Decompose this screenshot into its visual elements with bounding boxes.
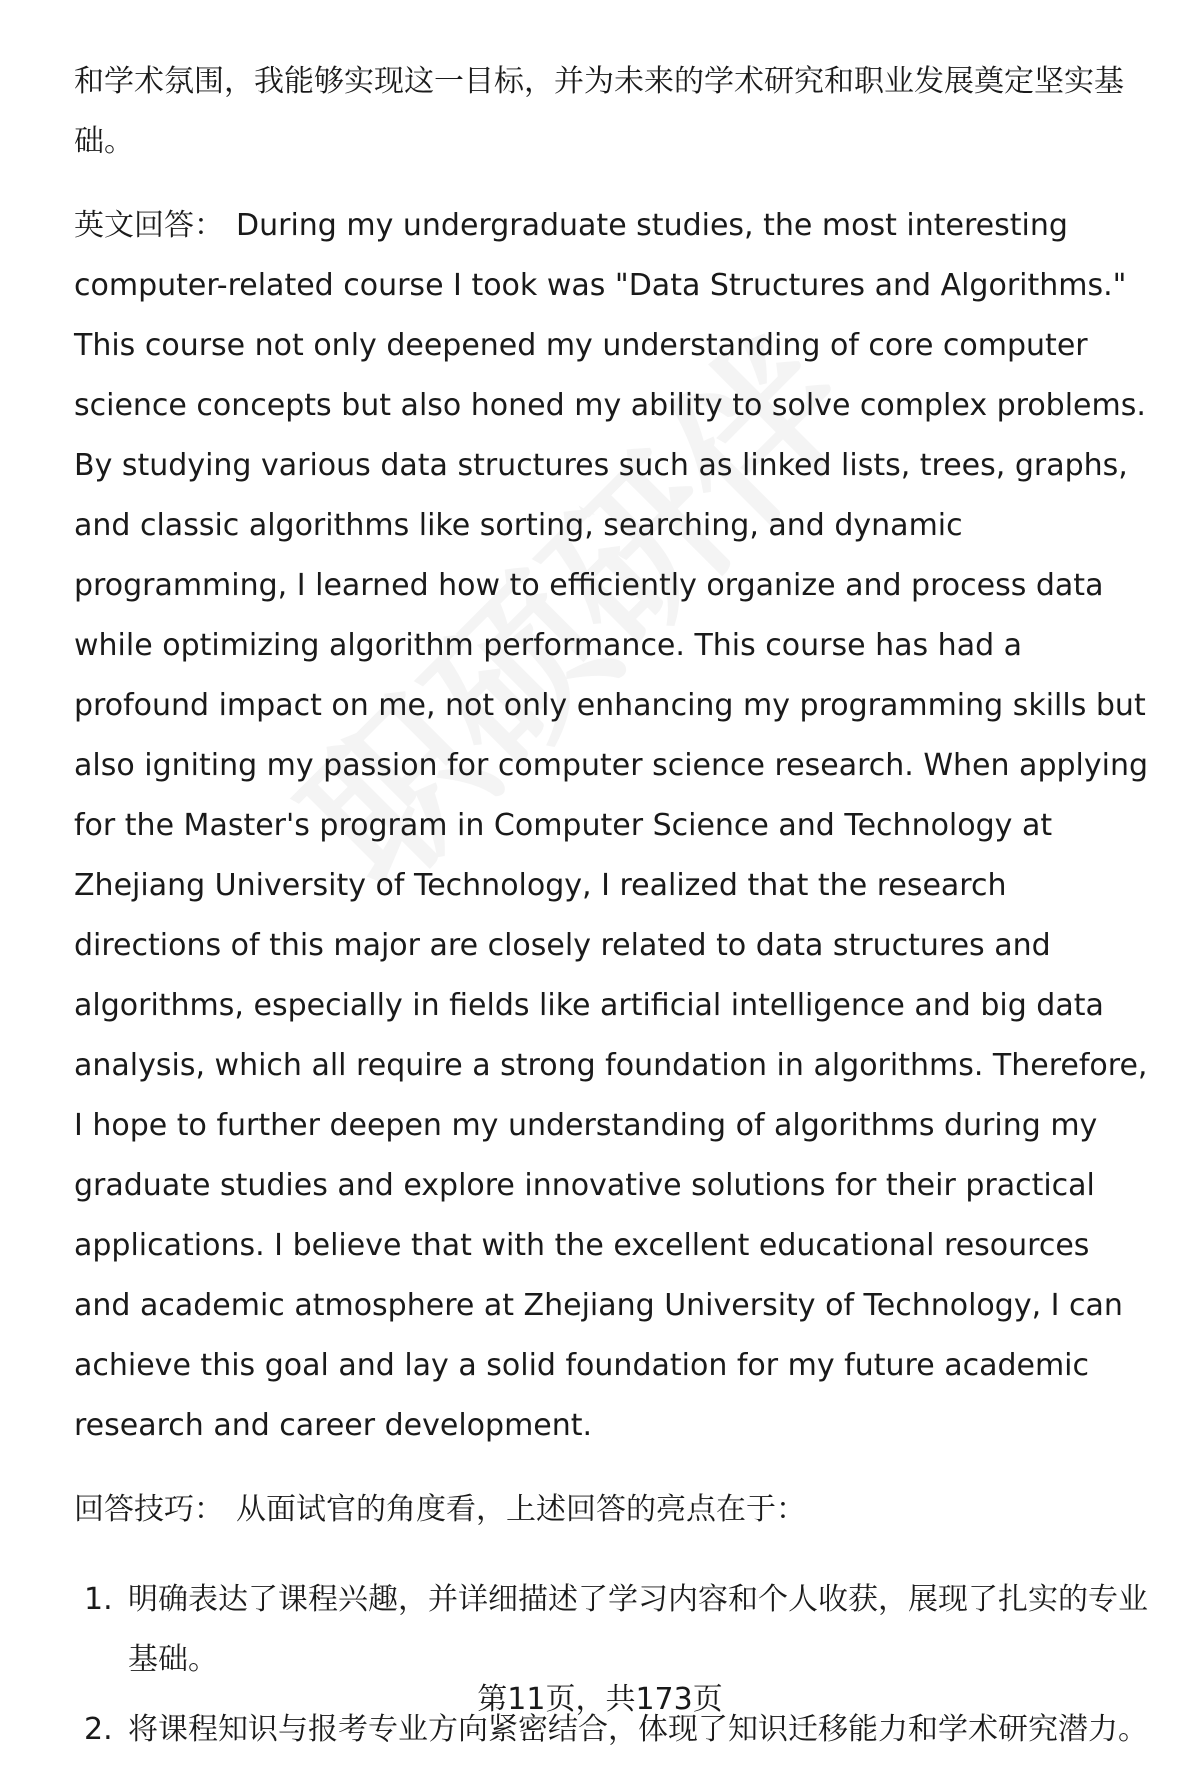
english-answer-label: 英文回答： xyxy=(74,208,224,243)
english-answer-text: During my undergraduate studies, the most interesting computer-related course I took was "Data Structures and Algorithms." This course not only deepened my understanding of core computer science concepts but also honed my ability to solve complex problems. By studying various data structures such as linked lists, trees, graphs, and classic algorithms like sorting, searching, and dynamic programming, I learned how to efficiently organize and process data while optimizing algorithm performance. This course has had a profound impact on me, not only enhancing my programming skills but also igniting my passion for computer science research. When applying for the Master's program in Computer Science and Technology at Zhejiang University of Technology, I realized that the research directions of this major are closely related to data structures and algorithms, especially in fields like artificial intelligence and big data analysis, which all require a strong foundation in algorithms. Therefore, I hope to further deepen my understanding of algorithms during my graduate studies and explore innovative solutions for their practical applications. I believe that with the excellent educational resources and academic atmosphere at Zhejiang University of Technology, I can achieve this goal and lay a solid foundation for my future academic research and career development. xyxy=(74,208,1149,1443)
document-body xyxy=(74,52,1154,1770)
list-item-text: 明确表达了课程兴趣，并详细描述了学习内容和个人收获，展现了扎实的专业基础。 xyxy=(128,1582,1148,1677)
list-item xyxy=(74,1570,1154,1690)
tip-list xyxy=(74,1570,1154,1760)
intro-continuation: 和学术氛围，我能够实现这一目标，并为未来的学术研究和职业发展奠定坚实基础。 xyxy=(74,64,1124,159)
answer-tips-label: 回答技巧： xyxy=(74,1492,224,1527)
list-item-text: 将课程知识与报考专业方向紧密结合，体现了知识迁移能力和学术研究潜力。 xyxy=(128,1712,1148,1747)
answer-tips-intro: 从面试官的角度看，上述回答的亮点在于： xyxy=(236,1492,806,1527)
list-item-number: 2. xyxy=(84,1712,113,1747)
list-item-number: 1. xyxy=(84,1582,113,1617)
english-answer xyxy=(74,196,1154,1456)
page-number-footer: 第11页，共173页 xyxy=(477,1682,723,1717)
answer-tips xyxy=(74,1480,1154,1540)
